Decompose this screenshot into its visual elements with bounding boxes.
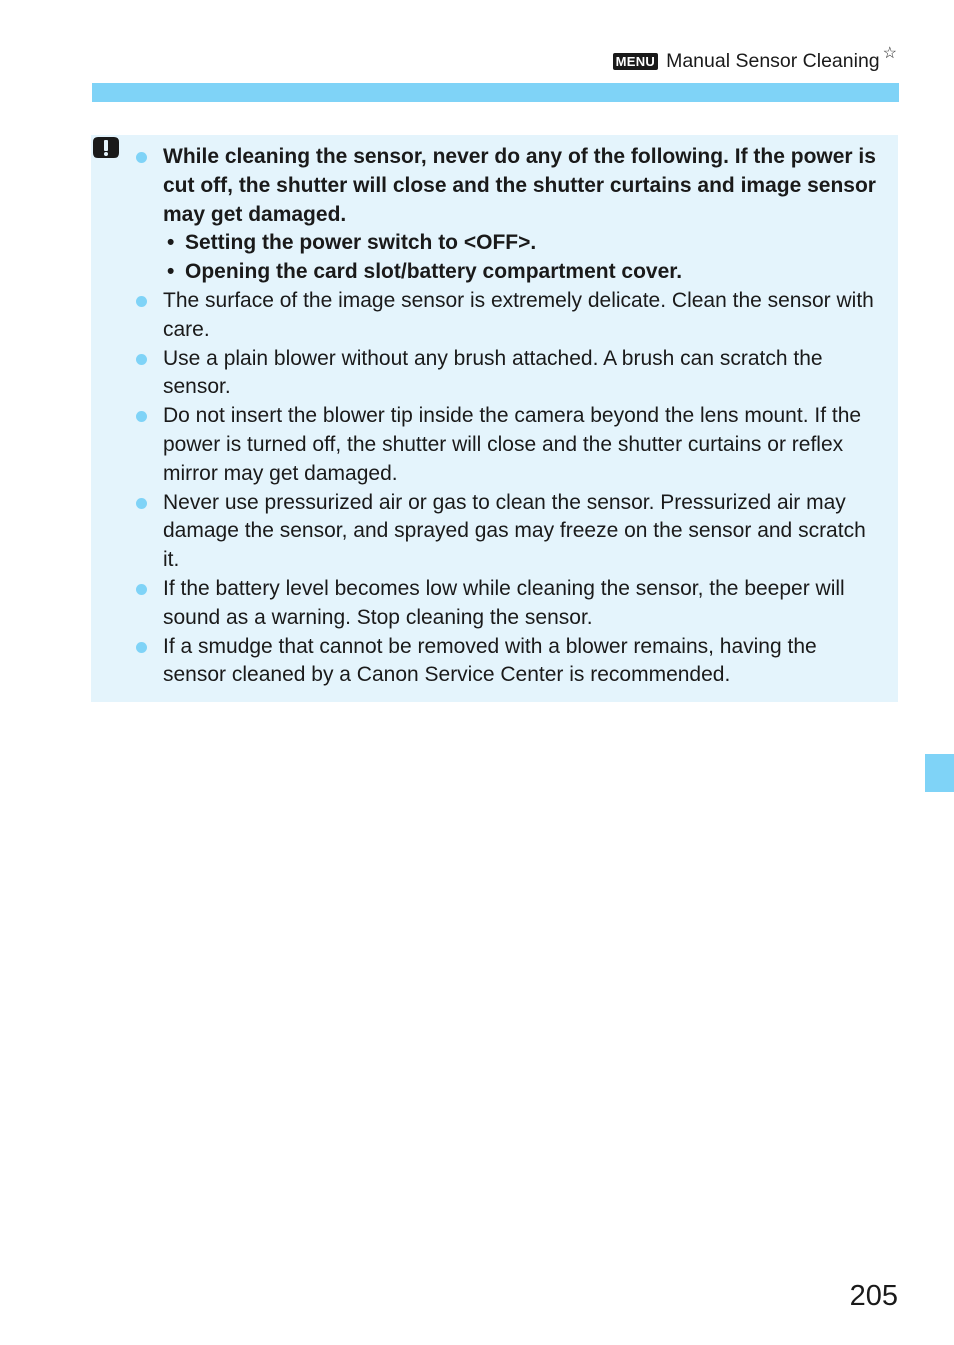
list-item-text: Do not insert the blower tip inside the camera beyond the lens mount. If the power is turned off, the shutter will close and the shutter curtains or reflex mirror may get damaged. bbox=[163, 404, 862, 485]
sub-list-item bbox=[163, 258, 885, 287]
list-item-text: Use a plain blower without any brush attached. A brush can scratch the sensor. bbox=[163, 346, 823, 399]
header-bar bbox=[92, 83, 899, 102]
list-item bbox=[135, 143, 885, 287]
list-item-text: While cleaning the sensor, never do any of the following. If the power is cut off, the shutter will close and the shutter curtains and image sensor may get damaged. bbox=[163, 145, 876, 226]
caution-list bbox=[135, 143, 885, 690]
caution-icon bbox=[91, 135, 121, 165]
list-item bbox=[135, 287, 885, 345]
sub-list-item-text: Opening the card slot/battery compartment cover. bbox=[185, 260, 683, 284]
bullet-icon bbox=[136, 152, 147, 163]
bullet-icon bbox=[136, 498, 147, 509]
bullet-icon bbox=[136, 642, 147, 653]
bullet-icon bbox=[136, 296, 147, 307]
list-item bbox=[135, 633, 885, 691]
list-item bbox=[135, 402, 885, 488]
list-item-text: Never use pressurized air or gas to clean the sensor. Pressurized air may damage the sensor, and sprayed gas may freeze on the sensor and scratch it. bbox=[163, 490, 866, 572]
page-number: 205 bbox=[849, 1280, 898, 1312]
caution-box bbox=[91, 135, 898, 702]
list-item bbox=[135, 489, 885, 575]
sub-list-item-text: Setting the power switch to <OFF>. bbox=[185, 231, 537, 255]
list-item-text: If a smudge that cannot be removed with a blower remains, having the sensor cleaned by a Canon Service Center is recommended. bbox=[163, 634, 817, 687]
sub-bullet-icon: • bbox=[167, 260, 175, 284]
sub-bullet-icon: • bbox=[167, 231, 175, 255]
list-item bbox=[135, 345, 885, 403]
menu-icon: MENU bbox=[613, 53, 658, 70]
header-title: Manual Sensor Cleaning bbox=[666, 49, 880, 72]
list-item-text: The surface of the image sensor is extremely delicate. Clean the sensor with care. bbox=[163, 288, 874, 341]
sub-list-item bbox=[163, 229, 885, 258]
page-header bbox=[613, 46, 897, 76]
list-item bbox=[135, 575, 885, 633]
list-item-text: If the battery level becomes low while cleaning the sensor, the beeper will sound as a warning. Stop cleaning the sensor. bbox=[163, 576, 845, 629]
bullet-icon bbox=[136, 584, 147, 595]
star-icon: ☆ bbox=[882, 45, 897, 62]
bullet-icon bbox=[136, 354, 147, 365]
chapter-side-tab bbox=[925, 754, 954, 792]
bullet-icon bbox=[136, 411, 147, 422]
